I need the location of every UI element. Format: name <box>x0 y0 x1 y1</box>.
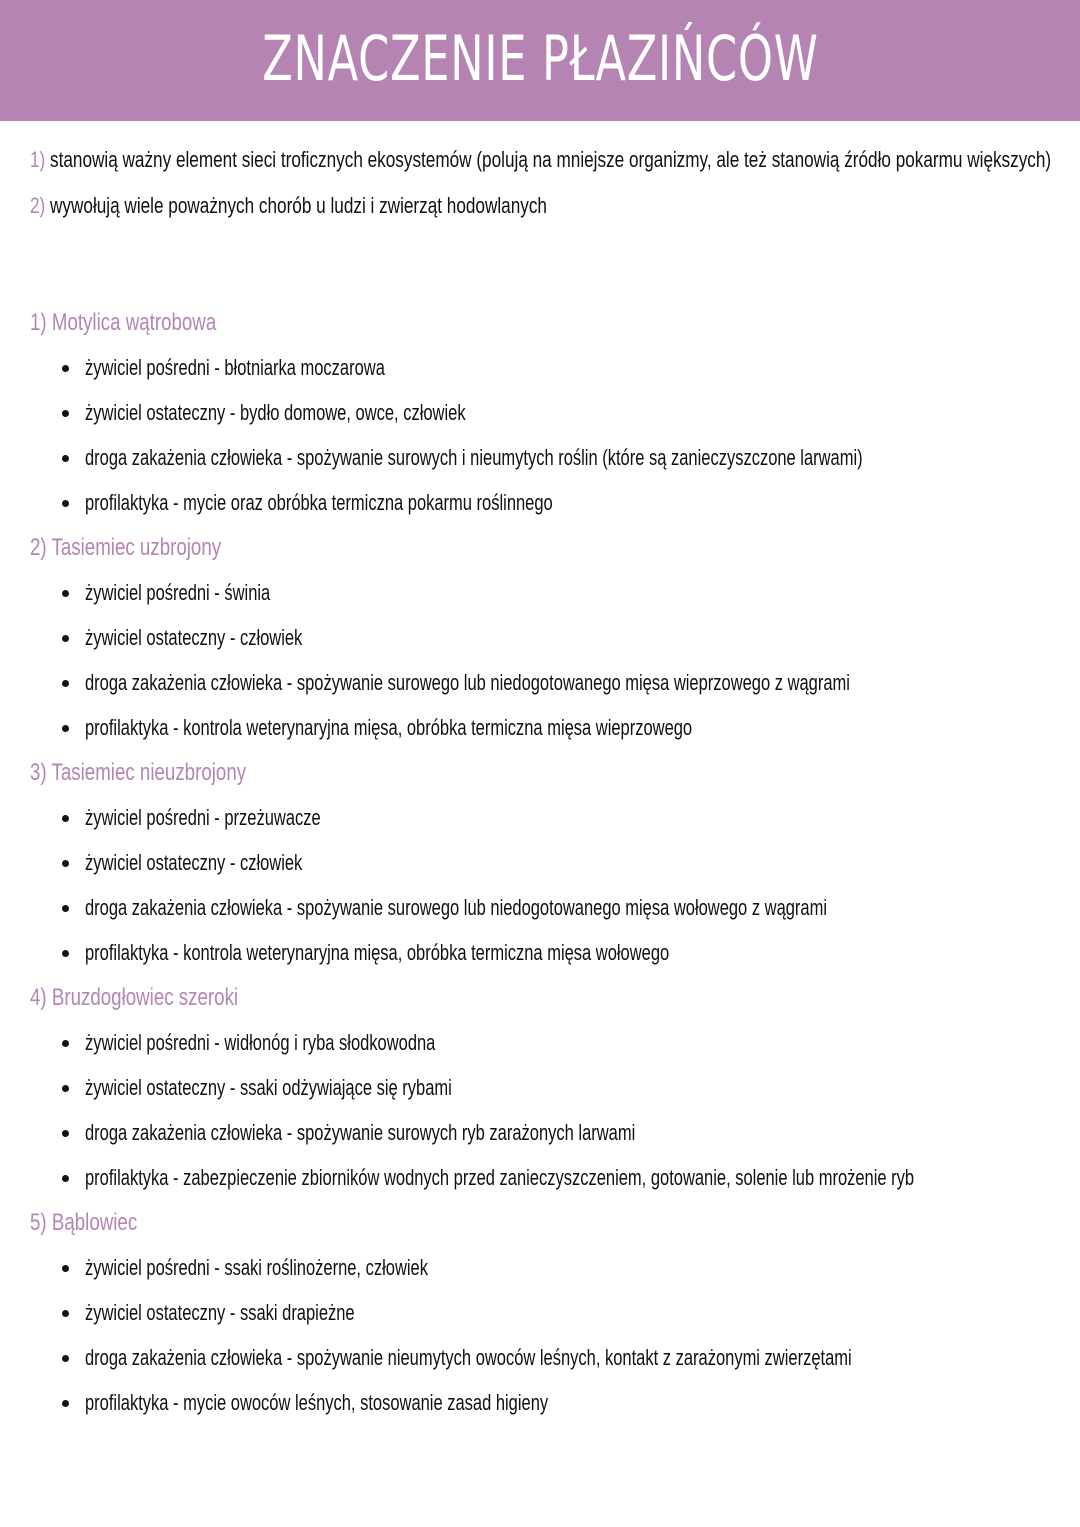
list-item-text: żywiciel pośredni - widłonóg i ryba słodkowodna <box>85 1030 436 1055</box>
bullet-icon <box>62 1130 69 1137</box>
spacer <box>30 232 1060 300</box>
section-list <box>30 345 1060 525</box>
list-item <box>30 345 1060 390</box>
bullet-icon <box>62 680 69 687</box>
section-title: 5) Bąblowiec <box>30 1209 138 1236</box>
section-title: 1) Motylica wątrobowa <box>30 309 217 336</box>
section-title: 3) Tasiemiec nieuzbrojony <box>30 759 247 786</box>
list-item-text: żywiciel ostateczny - ssaki odżywiające się rybami <box>85 1075 452 1100</box>
bullet-icon <box>62 860 69 867</box>
list-item-text: droga zakażenia człowieka - spożywanie surowego lub niedogotowanego mięsa wołowego z wągrami <box>85 895 828 920</box>
list-item-text: profilaktyka - zabezpieczenie zbiorników wodnych przed zanieczyszczeniem, gotowanie, solenie lub mrożenie ryb <box>85 1165 915 1190</box>
bullet-icon <box>62 950 69 957</box>
list-item-text: profilaktyka - kontrola weterynaryjna mięsa, obróbka termiczna mięsa wołowego <box>85 940 670 965</box>
section-title: 4) Bruzdogłowiec szeroki <box>30 984 239 1011</box>
list-item <box>30 1380 1060 1425</box>
bullet-icon <box>62 1085 69 1092</box>
page-title: ZNACZENIE PŁAZIŃCÓW <box>261 22 819 95</box>
intro-number: 1) <box>30 147 46 172</box>
list-item <box>30 885 1060 930</box>
list-item-text: profilaktyka - kontrola weterynaryjna mięsa, obróbka termiczna mięsa wieprzowego <box>85 715 693 740</box>
bullet-icon <box>62 635 69 642</box>
bullet-icon <box>62 500 69 507</box>
bullet-icon <box>62 725 69 732</box>
bullet-icon <box>62 455 69 462</box>
list-item <box>30 1065 1060 1110</box>
list-item-text: droga zakażenia człowieka - spożywanie surowych ryb zarażonych larwami <box>85 1120 636 1145</box>
intro-text: wywołują wiele poważnych chorób u ludzi i zwierząt hodowlanych <box>50 193 547 218</box>
intro-text: stanowią ważny element sieci troficznych ekosystemów (polują na mniejsze organizmy, ale też stanowią źródło pokarmu większych) <box>50 147 1052 172</box>
bullet-icon <box>62 1310 69 1317</box>
list-item <box>30 435 1060 480</box>
bullet-icon <box>62 590 69 597</box>
list-item <box>30 1020 1060 1065</box>
list-item <box>30 1335 1060 1380</box>
list-item <box>30 390 1060 435</box>
notes-content <box>30 140 1060 1425</box>
bullet-icon <box>62 410 69 417</box>
bullet-icon <box>62 1175 69 1182</box>
list-item-text: żywiciel pośredni - błotniarka moczarowa <box>85 355 385 380</box>
list-item <box>30 1110 1060 1155</box>
list-item-text: żywiciel ostateczny - ssaki drapieżne <box>85 1300 355 1325</box>
list-item <box>30 615 1060 660</box>
title-banner <box>0 0 1080 121</box>
list-item <box>30 840 1060 885</box>
list-item-text: żywiciel ostateczny - człowiek <box>85 625 303 650</box>
list-item-text: droga zakażenia człowieka - spożywanie nieumytych owoców leśnych, kontakt z zarażonymi zwierzętami <box>85 1345 852 1370</box>
bullet-icon <box>62 815 69 822</box>
section-list <box>30 1245 1060 1425</box>
section-list <box>30 1020 1060 1200</box>
list-item <box>30 930 1060 975</box>
list-item <box>30 480 1060 525</box>
intro-number: 2) <box>30 193 46 218</box>
list-item-text: droga zakażenia człowieka - spożywanie surowego lub niedogotowanego mięsa wieprzowego z wągrami <box>85 670 850 695</box>
bullet-icon <box>62 1265 69 1272</box>
bullet-icon <box>62 1355 69 1362</box>
list-item <box>30 570 1060 615</box>
section-list <box>30 795 1060 975</box>
bullet-icon <box>62 1400 69 1407</box>
list-item-text: droga zakażenia człowieka - spożywanie surowych i nieumytych roślin (które są zanieczyszczone larwami) <box>85 445 863 470</box>
list-item <box>30 660 1060 705</box>
list-item <box>30 1245 1060 1290</box>
list-item-text: żywiciel pośredni - świnia <box>85 580 271 605</box>
list-item-text: profilaktyka - mycie owoców leśnych, stosowanie zasad higieny <box>85 1390 549 1415</box>
section-list <box>30 570 1060 750</box>
list-item-text: żywiciel ostateczny - człowiek <box>85 850 303 875</box>
bullet-icon <box>62 365 69 372</box>
intro-item <box>30 140 1052 186</box>
list-item <box>30 1155 1060 1200</box>
list-item-text: żywiciel pośredni - ssaki roślinożerne, człowiek <box>85 1255 428 1280</box>
list-item-text: żywiciel ostateczny - bydło domowe, owce, człowiek <box>85 400 466 425</box>
list-item <box>30 705 1060 750</box>
list-item-text: profilaktyka - mycie oraz obróbka termiczna pokarmu roślinnego <box>85 490 553 515</box>
list-item-text: żywiciel pośredni - przeżuwacze <box>85 805 321 830</box>
list-item <box>30 1290 1060 1335</box>
bullet-icon <box>62 905 69 912</box>
section-title: 2) Tasiemiec uzbrojony <box>30 534 222 561</box>
bullet-icon <box>62 1040 69 1047</box>
intro-item <box>30 186 833 232</box>
list-item <box>30 795 1060 840</box>
